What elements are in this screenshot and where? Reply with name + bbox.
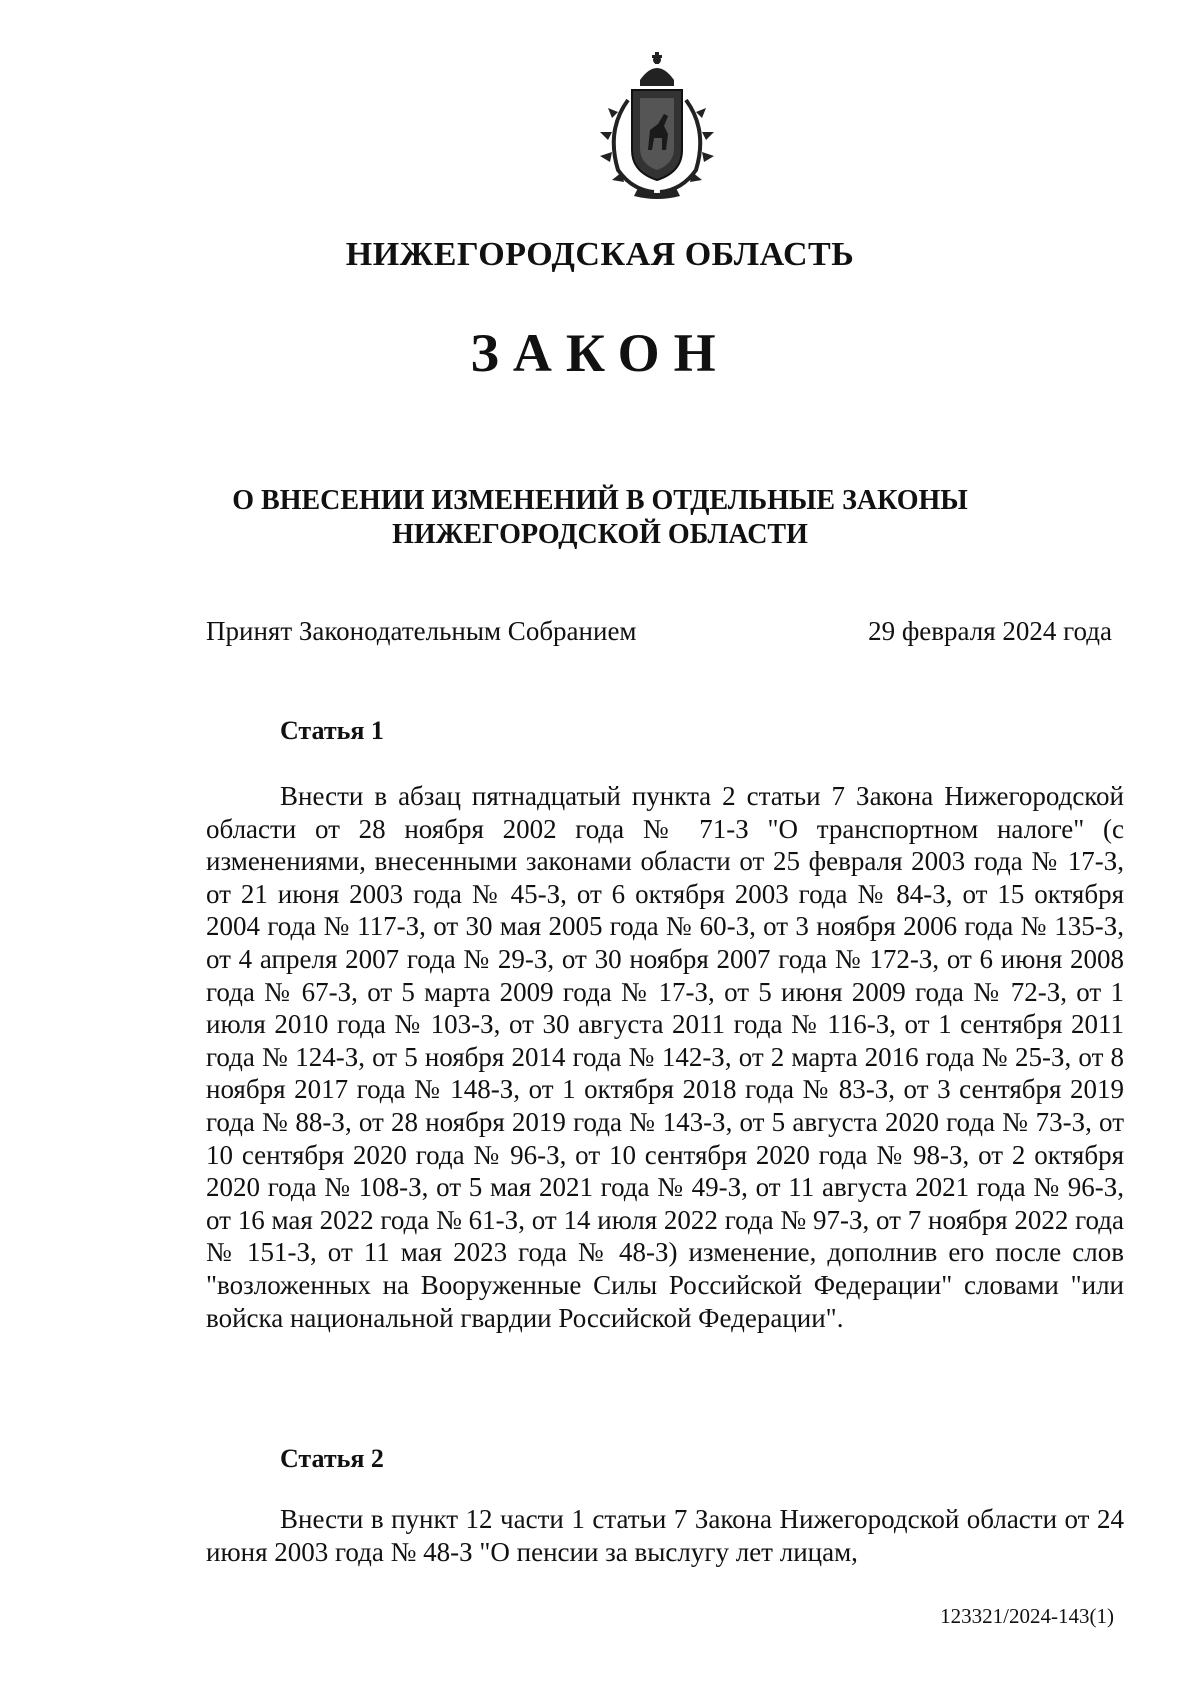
coat-of-arms-icon — [588, 50, 726, 200]
document-type-title: ЗАКОН — [470, 323, 730, 383]
article-2-text: Внести в пункт 12 части 1 статьи 7 Закона Нижегородской области от 24 июня 2003 года № 48-З "О пенсии за выслугу лет лицам, — [206, 1504, 1124, 1567]
article-1-heading: Статья 1 — [280, 716, 384, 745]
article-2-heading: Статья 2 — [280, 1444, 384, 1473]
document-number: 123321/2024-143(1) — [940, 1604, 1114, 1628]
law-title-line: О ВНЕСЕНИИ ИЗМЕНЕНИЙ В ОТДЕЛЬНЫЕ ЗАКОНЫ — [232, 485, 968, 516]
region-title: НИЖЕГОРОДСКАЯ ОБЛАСТЬ — [345, 236, 855, 273]
law-title-line: НИЖЕГОРОДСКОЙ ОБЛАСТИ — [392, 519, 808, 550]
adoption-date: 29 февраля 2024 года — [868, 616, 1112, 646]
article-1-text: Внести в абзац пятнадцатый пункта 2 статьи 7 Закона Нижегородской области от 28 ноября 2002 года № 71-З "О транспортном налоге" (с изменениями, внесенными законами области от 25 февраля 2003 года № 17-З, от 21 июня 2003 года № 45-З, от 6 октября 2003 года № 84-З, от 15 октября 2004 года № 117-З, от 30 мая 2005 года № 60-З, от 3 ноября 2006 года № 135-З, от 4 апреля 2007 года № 29-З, от 30 ноября 2007 года № 172-З, от 6 июня 2008 года № 67-З, от 5 марта 2009 года № 17-З, от 5 июня 2009 года № 72-З, от 1 июля 2010 года № 103-З, от 30 августа 2011 года № 116-З, от 1 сентября 2011 года № 124-З, от 5 ноября 2014 года № 142-З, от 2 марта 2016 года № 25-З, от 8 ноября 2017 года № 148-З, от 1 октября 2018 года № 83-З, от 3 сентября 2019 года № 88-З, от 28 ноября 2019 года № 143-З, от 5 августа 2020 года № 73-З, от 10 сентября 2020 года № 96-З, от 10 сентября 2020 года № 98-З, от 2 октября 2020 года № 108-З, от 5 мая 2021 года № 49-З, от 11 августа 2021 года № 96-З, от 16 мая 2022 года № 61-З, от 14 июля 2022 года № 97-З, от 7 ноября 2022 года № 151-З, от 11 мая 2023 года № 48-З) изменение, дополнив его после слов "возложенных на Вооруженные Силы Российской Федерации" словами "или войска национальной гвардии Российской Федерации". — [206, 781, 1124, 1333]
law-title — [0, 484, 1200, 552]
adoption-body: Принят Законодательным Собранием — [206, 616, 637, 646]
